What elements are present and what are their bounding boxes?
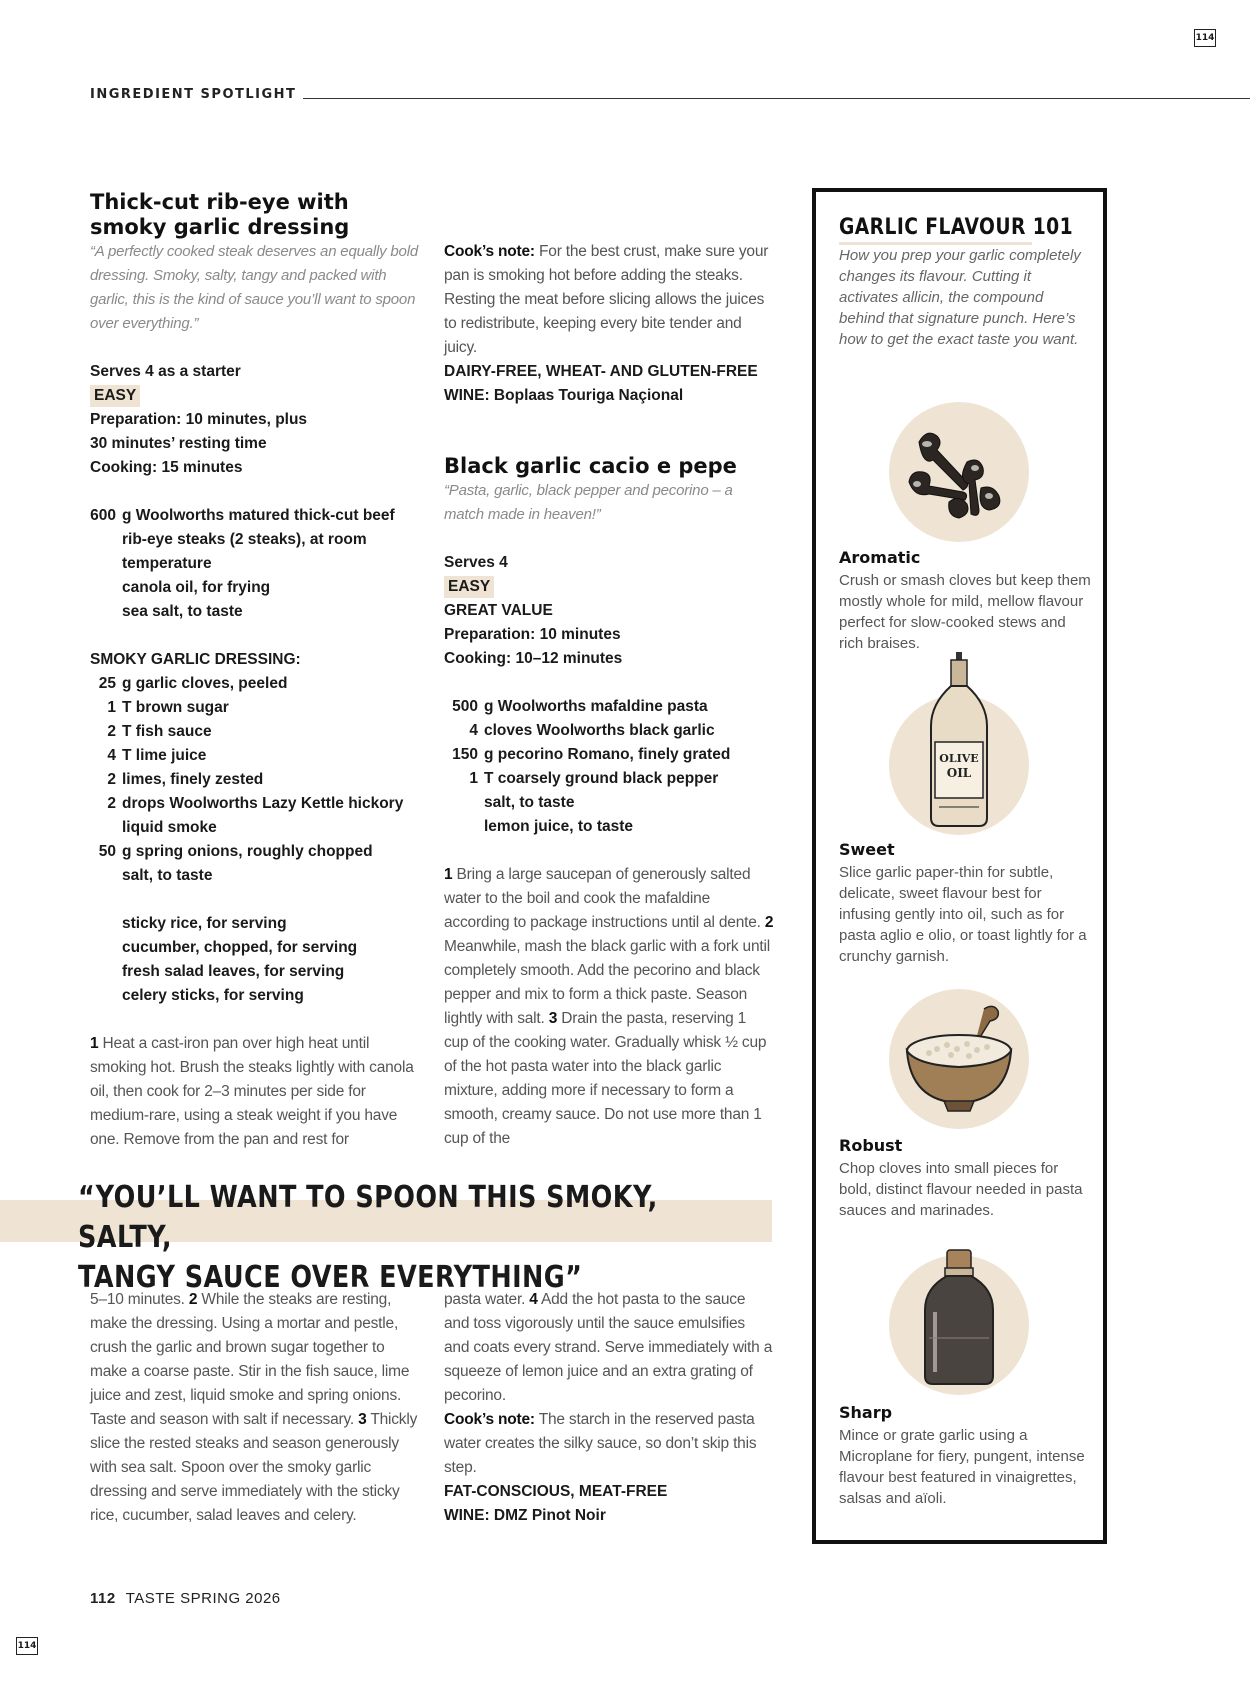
olive-oil-bottle-icon [889,647,1029,837]
ingredient-row: 2 limes, finely zested [107,771,264,788]
recipe2-dietary: FAT-CONSCIOUS, MEAT-FREE [444,1483,668,1500]
recipe1-intro: “A perfectly cooked steak deserves an equally bold dressing. Smoky, salty, tangy and packed with garlic, this is the kind of sauce you’ll want to spoon over everything.” [90,243,418,332]
pull-quote-line: “YOU’LL WANT TO SPOON THIS SMOKY, SALTY, [78,1180,658,1255]
ingredient-row: 4 T lime juice [107,747,207,764]
recipe2-serves: Serves 4 [444,554,508,571]
recipe1-title-line: smoky garlic dressing [90,215,350,239]
flavour-description: Crush or smash cloves but keep them mostly whole for mild, mellow flavour perfect for slow-cooked stews and rich braises. [839,572,1091,652]
section-header: INGREDIENT SPOTLIGHT [90,87,297,102]
recipe2-prep: Preparation: 10 minutes [444,626,621,643]
page-badge: 114 [1194,29,1216,47]
recipe1-prep-rest: 30 minutes’ resting time [90,435,267,452]
header-rule [303,98,1250,99]
flavour-label: Aromatic [839,548,921,567]
page-number: 112 [90,1590,116,1607]
recipe2-cooks-note: Cook’s note: The starch in the reserved pasta water creates the silky sauce, so don’t skip this step. [444,1411,757,1476]
recipe1-column [90,190,420,1152]
recipe2-title: Black garlic cacio e pepe [444,454,737,478]
bottle-label-text: OIL [946,766,972,780]
ingredient-row: lemon juice, to taste [484,818,634,835]
pull-quote [78,1178,673,1298]
garlic-cloves-icon [889,402,1029,542]
recipe1-title-line: Thick-cut rib-eye with [90,190,349,214]
ingredient-row: canola oil, for frying [122,579,271,596]
serving-row: fresh salad leaves, for serving [122,963,345,980]
flavour-label: Sharp [839,1403,893,1422]
recipe2-cooking: Cooking: 10–12 minutes [444,650,623,667]
flavour-description: Slice garlic paper-thin for subtle, delicate, sweet flavour best for infusing gently into oil, such as for pasta aglio e olio, or toast lightly for a crunchy garnish. [839,864,1087,965]
bottle-label-text: OLIVE [939,752,979,765]
ingredient-row: 150 g pecorino Romano, finely grated [452,746,731,763]
flavour-description: Chop cloves into small pieces for bold, distinct flavour needed in pasta sauces and marinades. [839,1160,1083,1219]
recipe1-ingredients [90,504,420,624]
flavour-description: Mince or grate garlic using a Microplane for fiery, pungent, intense flavour best featured in vinaigrettes, salsas and aïoli. [839,1427,1085,1507]
ingredient-row: 2 drops Woolworths Lazy Kettle hickory liquid smoke [107,795,404,836]
serving-row: cucumber, chopped, for serving [122,939,358,956]
ingredient-row: 1 T brown sugar [107,699,229,716]
ingredient-row: salt, to taste [484,794,575,811]
recipe1-dietary: DAIRY-FREE, WHEAT- AND GLUTEN-FREE [444,363,758,380]
ingredient-row: sea salt, to taste [122,603,243,620]
recipe2-value: GREAT VALUE [444,602,553,619]
recipe2-method-continued: pasta water. 4 Add the hot pasta to the sauce and toss vigorously until the sauce emulsifies and coats every strand. Serve immediately with a squeeze of lemon juice and an extra grating of pecorino. Cook’s note: The starch in the reserved pasta water creates the silky sauce, so don’t skip this step. FAT-CONSCIOUS, MEAT-FREE WINE: DMZ Pinot Noir [444,1288,774,1528]
corked-jar-icon [889,1242,1029,1402]
ingredient-row: 2 T fish sauce [107,723,212,740]
ingredient-row: 500 g Woolworths mafaldine pasta [452,698,708,715]
bowl-of-chopped-garlic-icon [889,989,1029,1129]
difficulty-badge: EASY [90,385,140,407]
difficulty-badge: EASY [444,576,494,598]
recipe1-wine: WINE: Boplaas Touriga Naçional [444,387,684,404]
recipe1-serves: Serves 4 as a starter [90,363,241,380]
sidebar-intro: How you prep your garlic completely changes its flavour. Cutting it activates allicin, the compound behind that signature punch. Here’s how to get the exact taste you want. [839,247,1081,348]
ingredient-row: 1 T coarsely ground black pepper [469,770,719,787]
ingredient-row: 50 g spring onions, roughly chopped [98,843,373,860]
recipe2-wine: WINE: DMZ Pinot Noir [444,1507,606,1524]
serving-row: celery sticks, for serving [122,987,304,1004]
sidebar-title: GARLIC FLAVOUR 101 [839,215,1074,240]
recipe2-column [444,240,774,1151]
publication-name: TASTE SPRING 2026 [125,1590,281,1607]
dressing-ingredients [90,672,420,1008]
ingredient-row: 600 g Woolworths matured thick-cut beef rib-eye steaks (2 steaks), at room temperature [90,507,395,572]
pull-quote-line: TANGY SAUCE OVER EVERYTHING” [78,1260,583,1295]
dressing-heading: SMOKY GARLIC DRESSING: [90,651,301,668]
garlic-flavour-sidebar [812,188,1107,1544]
recipe2-ingredients [444,695,774,839]
recipe1-cooking: Cooking: 15 minutes [90,459,243,476]
flavour-label: Robust [839,1136,903,1155]
recipe1-method: 1 Heat a cast-iron pan over high heat until smoking hot. Brush the steaks lightly with canola oil, then cook for 2–3 minutes per side for medium-rare, using a steak weight if you have one. Remove from the pan and rest for [90,1035,414,1148]
ingredient-row: 25 g garlic cloves, peeled [98,675,288,692]
ingredient-row: salt, to taste [122,867,213,884]
flavour-label: Sweet [839,840,895,859]
page-badge: 114 [16,1637,38,1655]
recipe1-method-continued: 5–10 minutes. 2 While the steaks are resting, make the dressing. Using a mortar and pestle, crush the garlic and brown sugar together to make a coarse paste. Stir in the fish sauce, lime juice and zest, liquid smoke and spring onions. Taste and season with salt if necessary. 3 Thickly slice the rested steaks and season generously with sea salt. Spoon over the smoky garlic dressing and serve immediately with the sticky rice, cucumber, salad leaves and celery. [90,1291,418,1524]
recipe1-prep: Preparation: 10 minutes, plus [90,411,308,428]
recipe1-cooks-note: Cook’s note: For the best crust, make sure your pan is smoking hot before adding the steaks. Resting the meat before slicing allows the juices to redistribute, keeping every bite tender and juicy. [444,243,769,356]
serving-row: sticky rice, for serving [122,915,287,932]
page-footer [90,1590,281,1607]
recipe2-method: 1 Bring a large saucepan of generously salted water to the boil and cook the mafaldine according to package instructions until al dente. 2 Meanwhile, mash the black garlic with a fork until completely smooth. Add the pecorino and black pepper and mix to form a thick paste. Season lightly with salt. 3 Drain the pasta, reserving 1 cup of the cooking water. Gradually whisk ½ cup of the hot pasta water into the black garlic mixture, adding more if necessary to form a smooth, creamy sauce. Do not use more than 1 cup of the [444,866,774,1147]
recipe1-title [90,190,420,240]
recipe2-intro: “Pasta, garlic, black pepper and pecorino – a match made in heaven!” [444,482,733,523]
ingredient-row: 4 cloves Woolworths black garlic [469,722,715,739]
